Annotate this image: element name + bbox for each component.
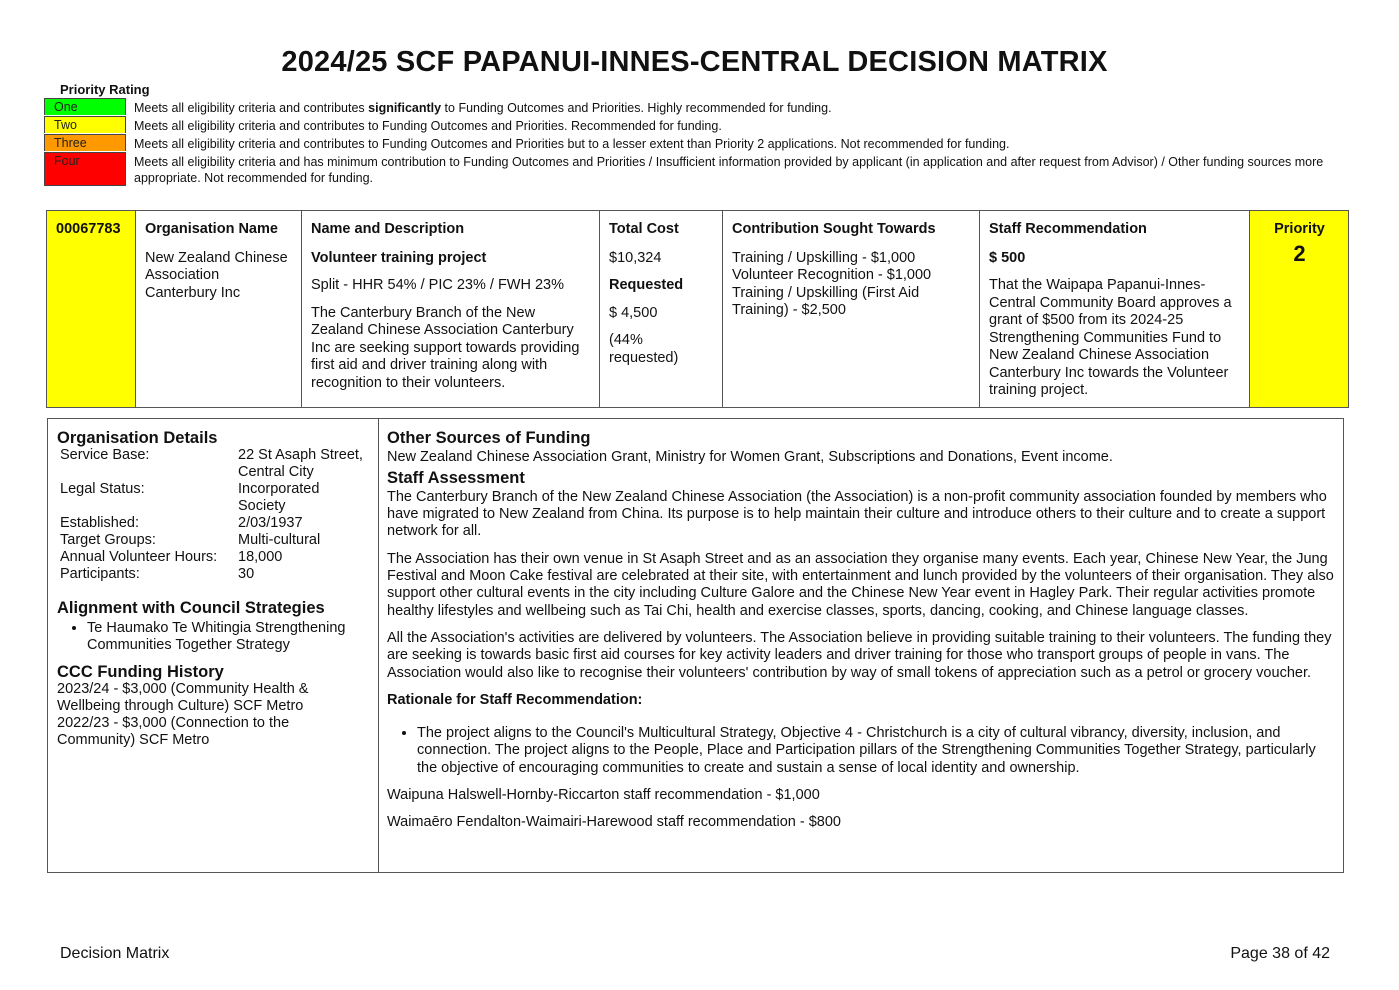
priority-heading: Priority (1274, 221, 1325, 237)
cost-cell (600, 211, 723, 408)
alignment-heading: Alignment with Council Strategies (57, 599, 325, 617)
application-id: 00067783 (56, 221, 121, 237)
funding-history-item: 2022/23 - $3,000 (Connection to the Community) SCF Metro (57, 715, 290, 748)
footer-document-name: Decision Matrix (60, 945, 170, 962)
staff-recommendation-amount: $ 500 (989, 249, 1026, 266)
requested-label: Requested (609, 277, 684, 293)
assessment-paragraph: All the Association's activities are delivered by volunteers. The Association believe in providing suitable training to their volunteers. The funding they are seeking is towards basic first aid courses for key activity leaders and driver training for those who transport groups of people in vans. The Association would also like to recognise their volunteers' contribution by way of small tokens of appreciation such as a petrol or grocery voucher. (387, 629, 1332, 681)
funding-history-heading: CCC Funding History (57, 663, 224, 681)
project-description: The Canterbury Branch of the New Zealand Chinese Association Canterbury Inc are seeking support towards providing first aid and driver training along with recognition to their volunteers. (311, 304, 580, 391)
priority-rating-heading: Priority Rating (60, 82, 150, 97)
other-recommendation: Waimaēro Fendalton-Waimairi-Harewood staff recommendation - $800 (387, 814, 841, 831)
alignment-item: • Te Haumako Te Whitingia Strengthening Communities Together Strategy (87, 620, 370, 654)
other-funding-heading: Other Sources of Funding (387, 429, 591, 447)
description-cell (302, 211, 600, 408)
alignment-list (57, 620, 370, 654)
contribution-cell (723, 211, 980, 408)
staff-recommendation-heading: Staff Recommendation (989, 221, 1147, 237)
rationale-heading: Rationale for Staff Recommendation: (387, 691, 643, 708)
detail-label: Service Base: (60, 447, 150, 463)
staff-recommendation-text: That the Waipapa Papanui-Innes-Central Community Board approves a grant of $500 from its 2024-25 Strengthening Communities Fund to New Zealand Chinese Association Canterbury Inc towards the Volunteer training project. (989, 277, 1232, 398)
page-title: 2024/25 SCF PAPANUI-INNES-CENTRAL DECISION MATRIX (281, 46, 1108, 78)
detail-label: Established: (60, 515, 139, 531)
other-funding-text: New Zealand Chinese Association Grant, Ministry for Women Grant, Subscriptions and Donations, Event income. (387, 449, 1113, 466)
detail-label: Participants: (60, 566, 140, 582)
legend-row-two (44, 116, 1344, 134)
project-split: Split - HHR 54% / PIC 23% / FWH 23% (311, 277, 565, 293)
contribution-item: Volunteer Recognition - $1,000 (732, 267, 932, 283)
priority-value: 2 (1293, 240, 1306, 266)
staff-recommendation-cell (980, 211, 1250, 408)
application-row (47, 211, 1349, 408)
legend-text-bold: significantly (368, 101, 442, 115)
detail-label: Annual Volunteer Hours: (60, 549, 218, 565)
legend-swatch-three: Three (44, 134, 126, 151)
organisation-heading: Organisation Name (145, 221, 278, 237)
legend-text-post: to Funding Outcomes and Priorities. Highly recommended for funding. (441, 101, 832, 115)
detail-value: 22 St Asaph Street, Central City (238, 447, 363, 480)
legend-row-three (44, 134, 1344, 152)
legend-row-four (44, 152, 1344, 186)
application-summary-table (46, 210, 1349, 408)
requested-percent: (44% requested) (609, 332, 679, 366)
detail-value: 2/03/1937 (238, 515, 303, 531)
detail-value: 18,000 (238, 549, 283, 565)
organisation-cell (136, 211, 302, 408)
legend-text-pre: Meets all eligibility criteria and contributes (134, 101, 369, 115)
details-panel (47, 418, 1344, 873)
organisation-name: New Zealand Chinese Association Canterbury Inc (145, 249, 288, 301)
assessment-column (379, 419, 1343, 872)
detail-value: Incorporated Society (238, 481, 320, 514)
legend-text-two: Meets all eligibility criteria and contributes to Funding Outcomes and Priorities. Recommended for funding. (134, 119, 722, 133)
application-id-cell (47, 211, 136, 408)
contribution-item: Training / Upskilling (First Aid Training) - $2,500 (732, 284, 920, 318)
organisation-details-column (48, 419, 379, 872)
legend-row-one (44, 98, 1344, 116)
priority-legend (44, 98, 1344, 186)
contribution-heading: Contribution Sought Towards (732, 221, 936, 237)
organisation-details-heading: Organisation Details (57, 429, 218, 447)
detail-label: Legal Status: (60, 481, 145, 497)
legend-text-three: Meets all eligibility criteria and contributes to Funding Outcomes and Priorities but to a lesser extent than Priority 2 applications. Not recommended for funding. (134, 137, 1010, 151)
footer-page-number: Page 38 of 42 (1230, 945, 1330, 962)
other-recommendation: Waipuna Halswell-Hornby-Riccarton staff recommendation - $1,000 (387, 787, 820, 804)
legend-text-four: Meets all eligibility criteria and has minimum contribution to Funding Outcomes and Priorities / Insufficient information provided by applicant (in application and after request from Advisor) / Other funding sources more appropriate. Not recommended for funding. (134, 155, 1324, 185)
assessment-paragraph: The Association has their own venue in St Asaph Street and as an association they organise many events. Each year, Chinese New Year, the Jung Festival and Moon Cake festival are celebrated at their site, with entertainment and lunch provided by the volunteers of their organisation. They also support other cultural events in the city including Culture Galore and the Chinese New Year event in Hagley Park. Their regular activities promote healthy lifestyles and wellbeing such as Tai Chi, health and exercise classes, sports, dancing, cooking, and Chinese language classes. (387, 550, 1334, 619)
requested-value: $ 4,500 (609, 304, 658, 321)
rationale-list (387, 725, 1335, 777)
priority-cell (1250, 211, 1349, 408)
detail-value: 30 (238, 566, 255, 582)
legend-text-one (126, 98, 832, 116)
total-cost-value: $10,324 (609, 249, 662, 266)
detail-label: Target Groups: (60, 532, 156, 548)
project-name: Volunteer training project (311, 249, 487, 266)
description-heading: Name and Description (311, 221, 465, 237)
total-cost-heading: Total Cost (609, 221, 679, 237)
legend-swatch-two: Two (44, 116, 126, 133)
funding-history-item: 2023/24 - $3,000 (Community Health & Wellbeing through Culture) SCF Metro (57, 681, 309, 714)
legend-swatch-one: One (44, 98, 126, 115)
assessment-paragraph: The Canterbury Branch of the New Zealand Chinese Association (the Association) is a non-profit community association founded by members who have migrated to New Zealand from China. Its purpose is to help maintain their culture and introduce others to their culture and to create a support network for all. (387, 488, 1327, 540)
contribution-item: Training / Upskilling - $1,000 (732, 249, 916, 266)
organisation-details-list (60, 447, 370, 583)
legend-swatch-four: Four (44, 152, 126, 186)
rationale-item: • The project aligns to the Council's Multicultural Strategy, Objective 4 - Christchurch is a city of cultural vibrancy, diversity, inclusion, and connection. The project aligns to the People, Place and Participation pillars of the Strengthening Communities Together Strategy, particularly the objective of encouraging communities to create and sustain a sense of local identity and ownership. (417, 725, 1335, 777)
staff-assessment-heading: Staff Assessment (387, 468, 525, 487)
detail-value: Multi-cultural (238, 532, 321, 548)
